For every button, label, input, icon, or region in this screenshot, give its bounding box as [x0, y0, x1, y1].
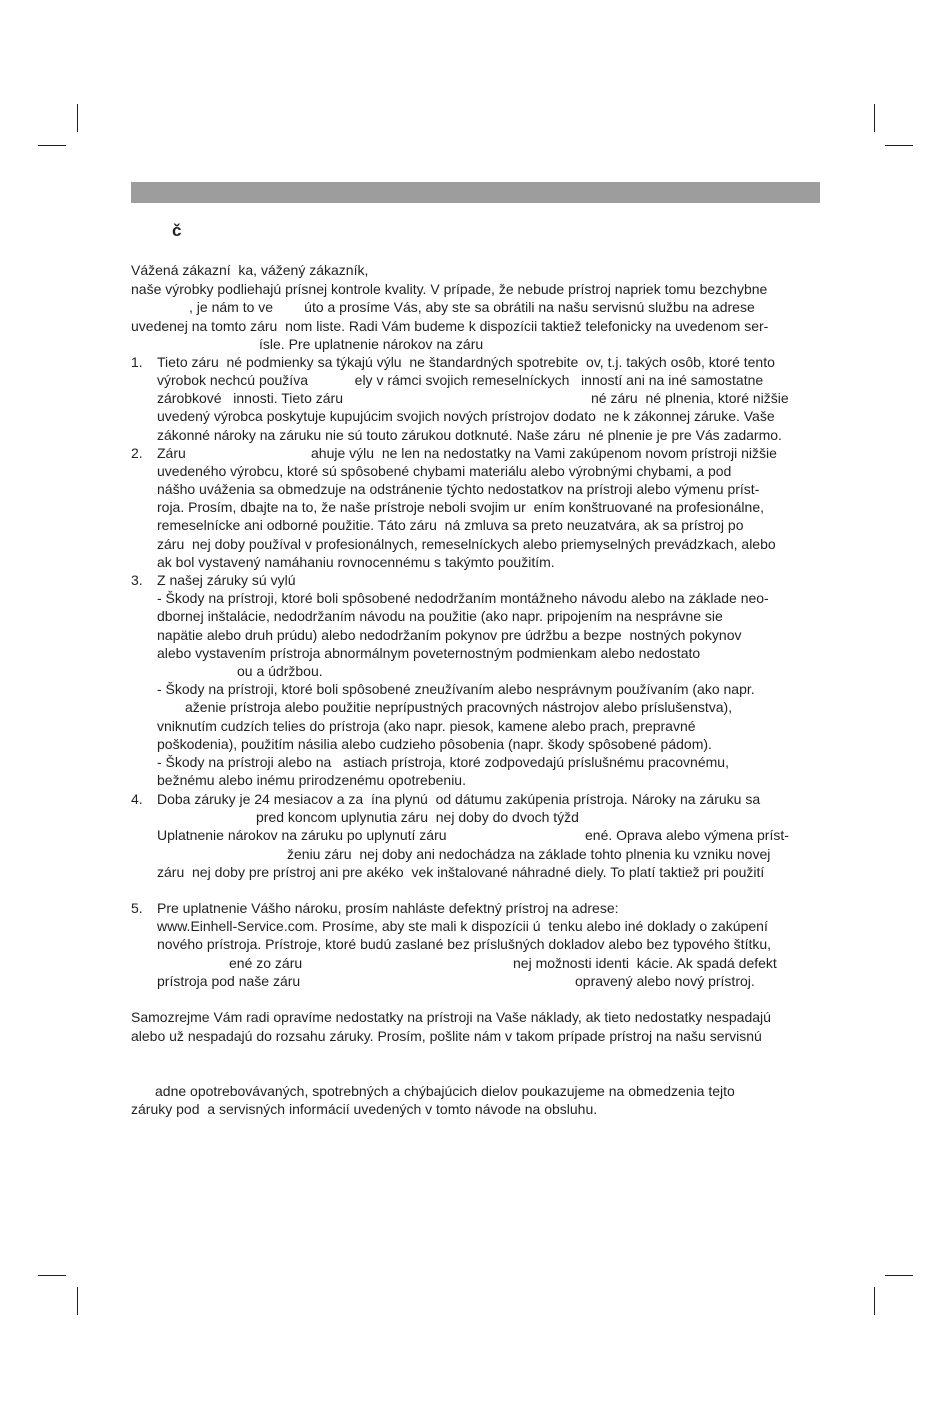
- text-line: zárobkové innosti. Tieto záru: [157, 390, 343, 406]
- text-line: uvedený výrobca poskytuje kupujúcim svojich nových prístrojov dodato ne k zákonnej záruke. Vaše: [157, 408, 775, 424]
- crop-mark-bottom-right-horizontal: [885, 1275, 913, 1276]
- text-line: Záru: [157, 445, 186, 461]
- text-line: Samozrejme Vám radi opravíme nedostatky na prístroji na Vaše náklady, ak tieto nedostatky nespadajú: [131, 1009, 771, 1025]
- text-line: né záru né plnenia, ktoré nižšie: [591, 390, 789, 406]
- text-line: napätie alebo druh prúdu) alebo nedodržaním pokynov pre údržbu a bezpe nostných pokynov: [157, 627, 742, 643]
- text-line: alebo vystavením prístroja abnormálnym poveternostným podmienkam alebo nedostato: [157, 645, 701, 661]
- text-line: 2.: [131, 445, 143, 461]
- text-line: alebo už nespadajú do rozsahu záruky. Prosím, pošlite nám v takom prípade prístroj na našu servisnú: [131, 1028, 762, 1044]
- text-line: výrobok nechcú používa ely v rámci svojich remeselníckych inností ani na iné samostatne: [157, 372, 764, 388]
- text-line: roja. Prosím, dbajte na to, že naše prístroje neboli svojim ur ením konštruované na profesionálne,: [157, 499, 764, 515]
- text-line: Vážená zákazní ka, vážený zákazník,: [131, 262, 369, 278]
- text-line: ženiu záru nej doby ani nedochádza na základe tohto plnenia ku vzniku novej: [287, 846, 771, 862]
- text-line: ísle. Pre uplatnenie nárokov na záru: [259, 336, 484, 352]
- text-line: poškodenia), použitím násilia alebo cudzieho pôsobenia (napr. škody spôsobené pádom).: [157, 736, 712, 752]
- text-line: ou a údržbou.: [237, 663, 323, 679]
- text-line: vniknutím cudzích telies do prístroja (ako napr. piesok, kamene alebo prach, prepravné: [157, 718, 696, 734]
- crop-mark-bottom-left-vertical: [77, 1287, 78, 1315]
- crop-mark-bottom-left-horizontal: [38, 1275, 66, 1276]
- text-line: - Škody na prístroji, ktoré boli spôsobené zneužívaním alebo nesprávnym používaním (ako napr.: [157, 681, 755, 697]
- text-line: nového prístroja. Prístroje, ktoré budú zaslané bez príslušných dokladov alebo bez typového štítku,: [157, 936, 772, 952]
- text-line: adne opotrebovávaných, spotrebných a chýbajúcich dielov poukazujeme na obmedzenia tejto: [155, 1083, 735, 1099]
- section-heading: č: [172, 221, 182, 240]
- crop-mark-top-right-vertical: [874, 104, 875, 132]
- text-line: zákonné nároky na záruku nie sú touto zárukou dotknuté. Naše záru né plnenie je pre Vás zadarmo.: [157, 427, 782, 443]
- text-line: www.Einhell-Service.com. Prosíme, aby ste mali k dispozícii ú tenku alebo iné doklady o zakúpení: [157, 918, 768, 934]
- text-line: 1.: [131, 354, 143, 370]
- text-line: Z našej záruky sú vylú: [157, 572, 296, 588]
- text-line: uvedeného výrobcu, ktoré sú spôsobené chybami materiálu alebo výrobnými chybami, a pod: [157, 463, 732, 479]
- crop-mark-top-right-horizontal: [885, 145, 913, 146]
- text-line: opravený alebo nový prístroj.: [575, 973, 755, 989]
- section-header-bar: [131, 182, 820, 203]
- text-line: Uplatnenie nárokov na záruku po uplynutí záru: [157, 827, 447, 843]
- text-line: ené zo záru: [229, 955, 303, 971]
- text-line: - Škody na prístroji alebo na astiach prístroja, ktoré zodpovedajú príslušnému pracovnému,: [157, 754, 729, 770]
- text-line: 4.: [131, 791, 143, 807]
- text-line: 5.: [131, 900, 143, 916]
- text-line: dbornej inštalácie, nedodržaním návodu na použitie (ako napr. pripojením na nesprávne sie: [157, 608, 723, 624]
- text-line: pred koncom uplynutia záru nej doby do dvoch týžd: [256, 809, 579, 825]
- text-line: ahuje výlu ne len na nedostatky na Vami zakúpenom novom prístroji nižšie: [311, 445, 777, 461]
- text-line: naše výrobky podliehajú prísnej kontrole kvality. V prípade, že nebude prístroj napriek tomu bezchybne: [131, 281, 768, 297]
- text-line: bežnému alebo inému prirodzenému opotrebeniu.: [157, 772, 466, 788]
- text-line: záruky pod a servisných informácií uvedených v tomto návode na obsluhu.: [131, 1101, 598, 1117]
- text-line: 3.: [131, 572, 143, 588]
- text-line: Doba záruky je 24 mesiacov a za ína plynú od dátumu zakúpenia prístroja. Nároky na záruku sa: [157, 791, 761, 807]
- text-line: , je nám to ve úto a prosíme Vás, aby ste sa obrátili na našu servisnú službu na adrese: [189, 299, 755, 315]
- text-line: - Škody na prístroji, ktoré boli spôsobené nedodržaním montážneho návodu alebo na základe neo-: [157, 590, 769, 606]
- text-line: aženie prístroja alebo použitie neprípustných pracovných nástrojov alebo príslušenstva),: [185, 699, 733, 715]
- crop-mark-bottom-right-vertical: [874, 1287, 875, 1315]
- text-line: nej možnosti identi kácie. Ak spadá defekt: [513, 955, 777, 971]
- text-line: uvedenej na tomto záru nom liste. Radi Vám budeme k dispozícii taktiež telefonicky na uvedenom ser-: [131, 318, 769, 334]
- text-line: ak bol vystavený namáhaniu rovnocennému s takýmto použitím.: [157, 554, 555, 570]
- text-line: prístroja pod naše záru: [157, 973, 301, 989]
- text-line: remeselnícke ani odborné použitie. Táto záru ná zmluva sa preto neuzatvára, ak sa prístroj po: [157, 517, 744, 533]
- text-line: nášho uváženia sa obmedzuje na odstránenie týchto nedostatkov na prístroji alebo výmenu príst-: [157, 481, 760, 497]
- text-line: ené. Oprava alebo výmena príst-: [585, 827, 789, 843]
- text-line: Tieto záru né podmienky sa týkajú výlu ne štandardných spotrebite ov, t.j. takých osôb, ktoré tento: [157, 354, 775, 370]
- text-line: Pre uplatnenie Vášho nároku, prosím nahláste defektný prístroj na adrese:: [157, 900, 619, 916]
- text-line: záru nej doby pre prístroj ani pre akéko vek inštalované náhradné diely. To platí taktiež pri použití: [157, 864, 765, 880]
- crop-mark-top-left-horizontal: [38, 145, 66, 146]
- crop-mark-top-left-vertical: [77, 104, 78, 132]
- text-line: záru nej doby používal v profesionálnych, remeselníckych alebo priemyselných prevádzkach, alebo: [157, 536, 776, 552]
